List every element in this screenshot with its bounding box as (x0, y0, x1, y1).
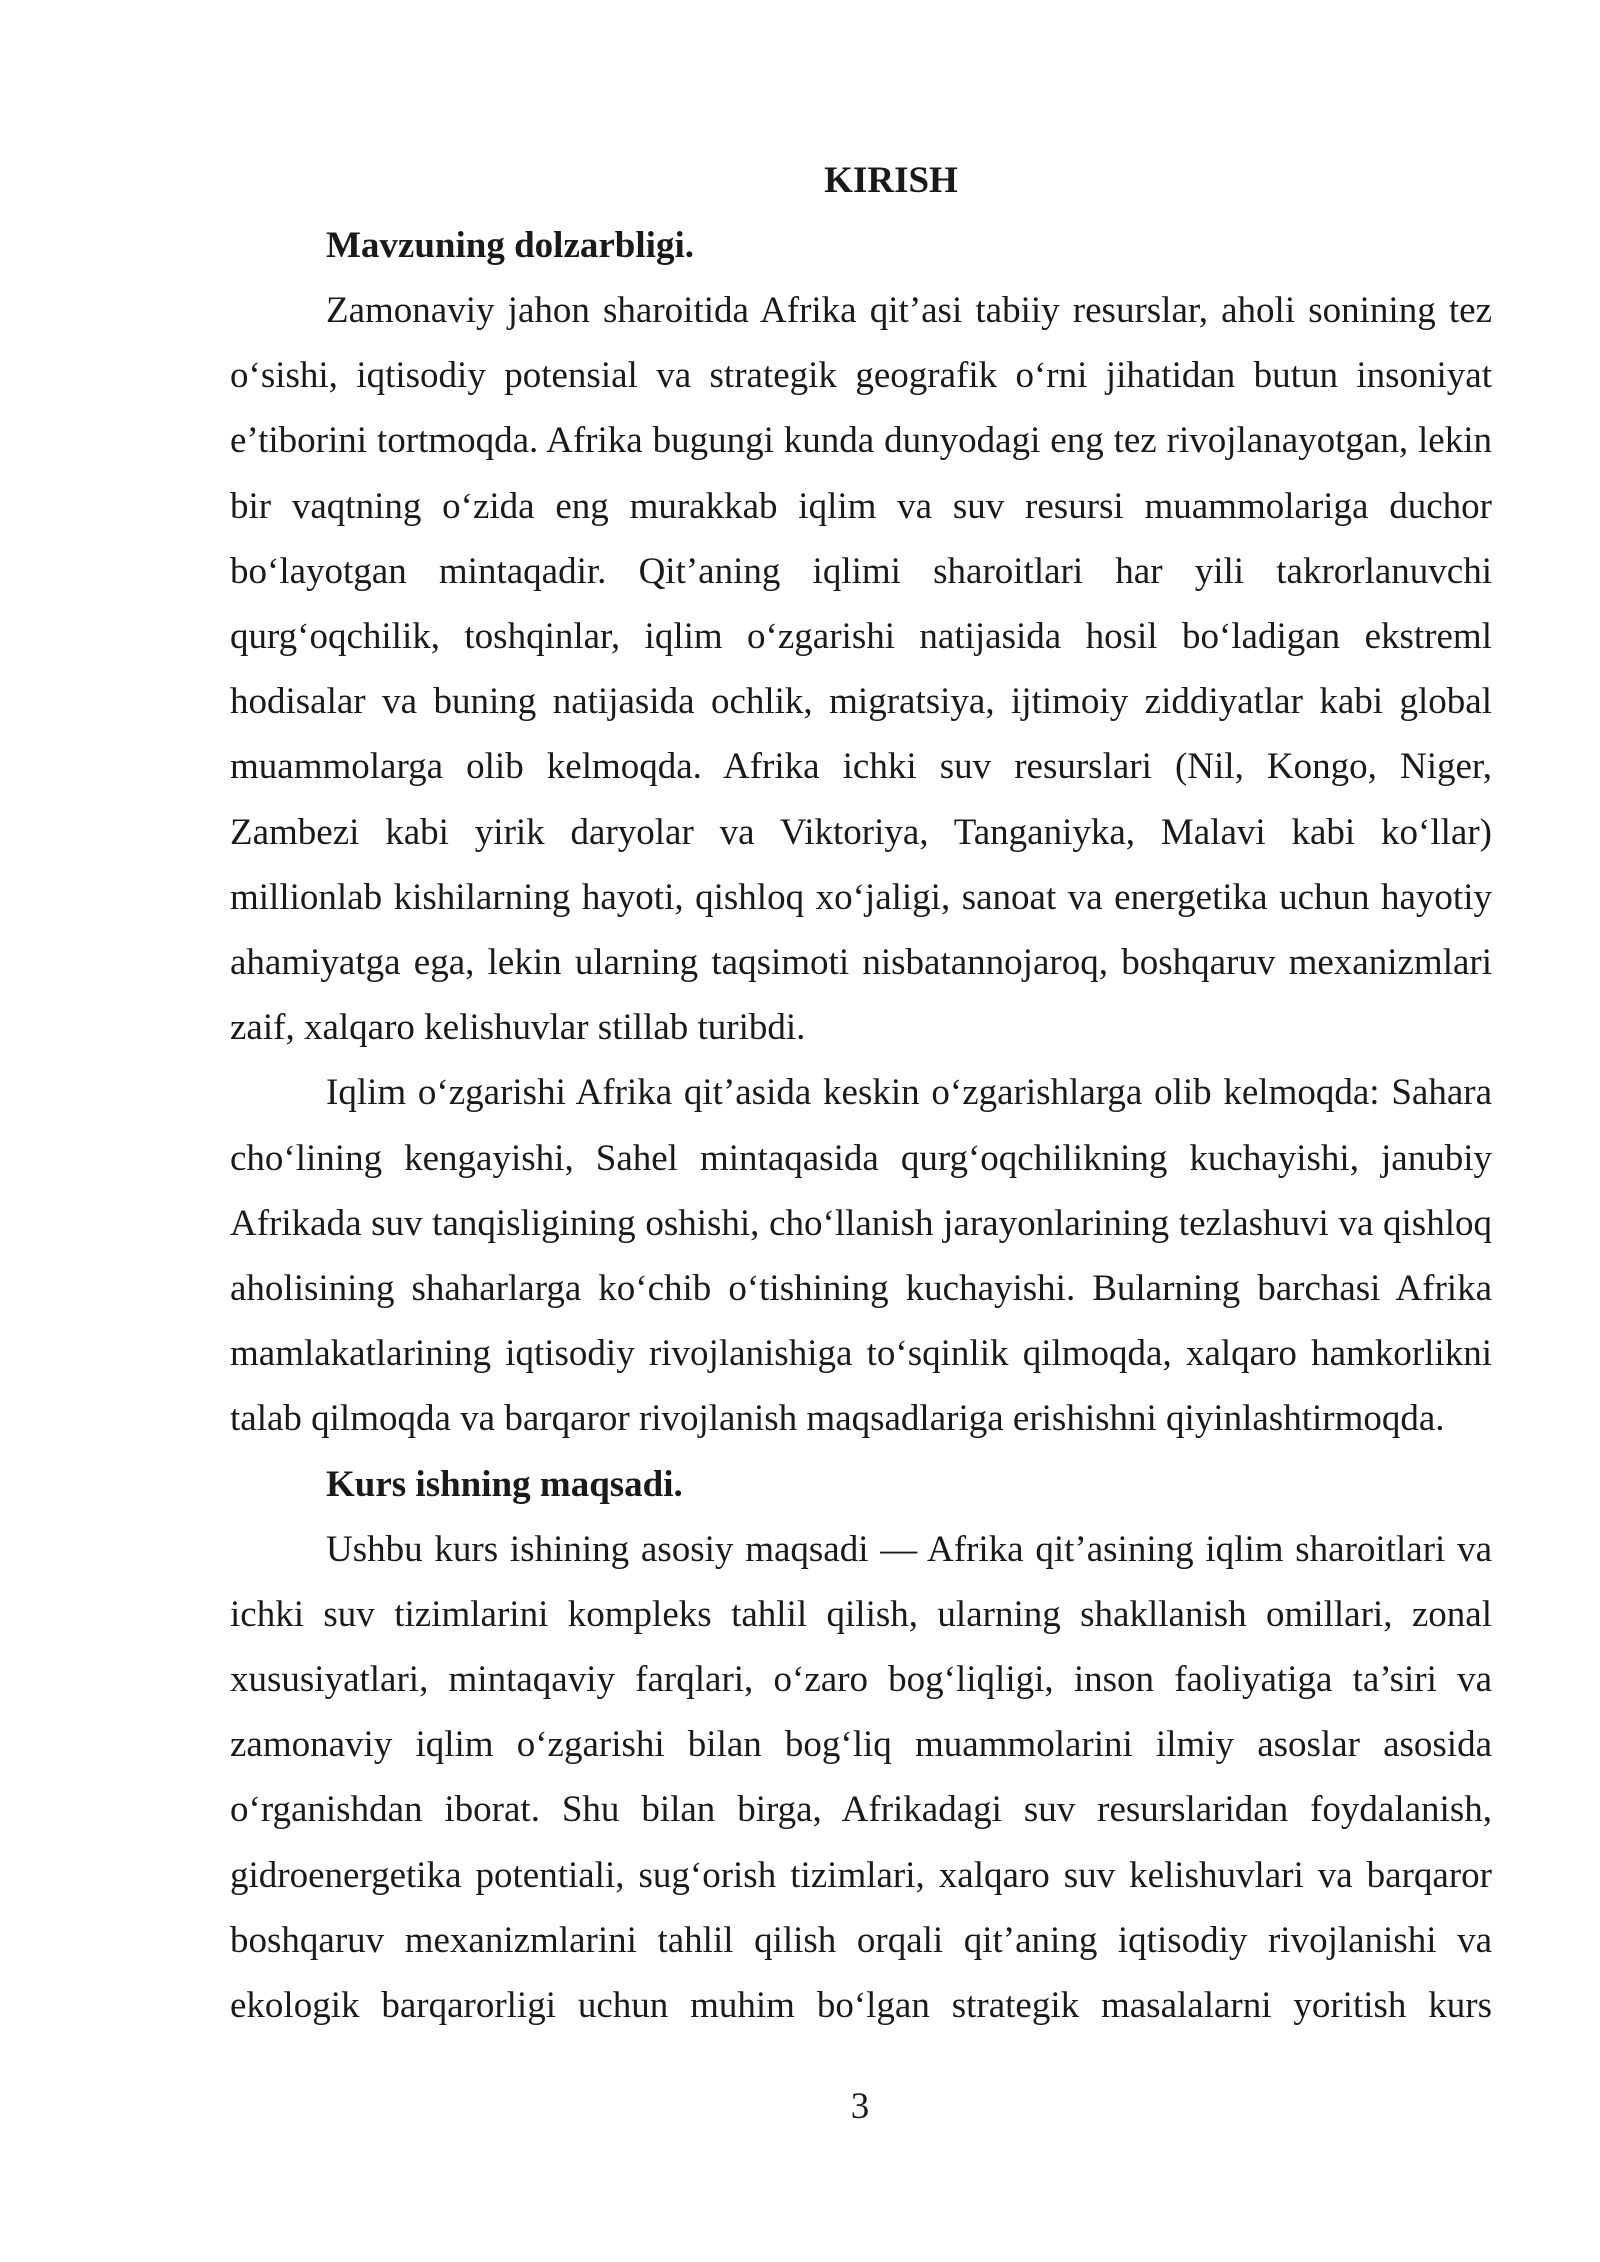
section-heading: Kurs ishning maqsadi. (326, 1463, 683, 1505)
section-goal (230, 1452, 1492, 2039)
section-relevance (230, 213, 1492, 1452)
page-title: KIRISH (824, 160, 958, 201)
paragraph: Zamonaviy jahon sharoitida Afrika qit’asi tabiiy resurslar, aholi sonining tez o‘sishi, iqtisodiy potensial va strategik geografik o‘rni jihatidan butun insoniyat e’tiborini tortmoqda. Afrika bugungi kunda dunyodagi eng tez rivojlanayotgan, lekin bir vaqtning o‘zida eng murakkab iqlim va suv resursi muammolariga duchor bo‘layotgan mintaqadir. Qit’aning iqlimi sharoitlari har yili takrorlanuvchi qurg‘oqchilik, toshqinlar, iqlim o‘zgarishi natijasida hosil bo‘ladigan ekstreml hodisalar va buning natijasida ochlik, migratsiya, ijtimoiy ziddiyatlar kabi global muammolarga olib kelmoqda. Afrika ichki suv resurslari (Nil, Kongo, Niger, Zambezi kabi yirik daryolar va Viktoriya, Tanganiyka, Malavi kabi ko‘llar) millionlab kishilarning hayoti, qishloq xo‘jaligi, sanoat va energetika uchun hayotiy ahamiyatga ega, lekin ularning taqsimoti nisbatannojaroq, boshqaruv mexanizmlari zaif, xalqaro kelishuvlar stillab turibdi. (230, 290, 1492, 1049)
page-number: 3 (850, 2086, 870, 2127)
page-content (230, 148, 1492, 2038)
paragraph: Ushbu kurs ishining asosiy maqsadi — Afrika qit’asining iqlim sharoitlari va ichki suv tizimlarini kompleks tahlil qilish, ularning shakllanish omillari, zonal xususiyatlari, mintaqaviy farqlari, o‘zaro bog‘liqligi, inson faoliyatiga ta’siri va zamonaviy iqlim o‘zgarishi bilan bog‘liq muammolarini ilmiy asoslar asosida o‘rganishdan iborat. Shu bilan birga, Afrikadagi suv resurslaridan foydalanish, gidroenergetika potentiali, sug‘orish tizimlari, xalqaro suv kelishuvlari va barqaror boshqaruv mexanizmlarini tahlil qilish orqali qit’aning iqtisodiy rivojlanishi va ekologik barqarorligi uchun muhim bo‘lgan strategik masalalarni yoritish kurs (230, 1528, 1492, 2027)
section-heading: Mavzuning dolzarbligi. (326, 225, 694, 266)
paragraph: Iqlim o‘zgarishi Afrika qit’asida keskin o‘zgarishlarga olib kelmoqda: Sahara cho‘lining kengayishi, Sahel mintaqasida qurg‘oqchilikning kuchayishi, janubiy Afrikada suv tanqisligining oshishi, cho‘llanish jarayonlarining tezlashuvi va qishloq aholisining shaharlarga ko‘chib o‘tishining kuchayishi. Bularning barchasi Afrika mamlakatlarining iqtisodiy rivojlanishiga to‘sqinlik qilmoqda, xalqaro hamkorlikni talab qilmoqda va barqaror rivojlanish maqsadlariga erishishni qiyinlashtirmoqda. (230, 1072, 1492, 1440)
